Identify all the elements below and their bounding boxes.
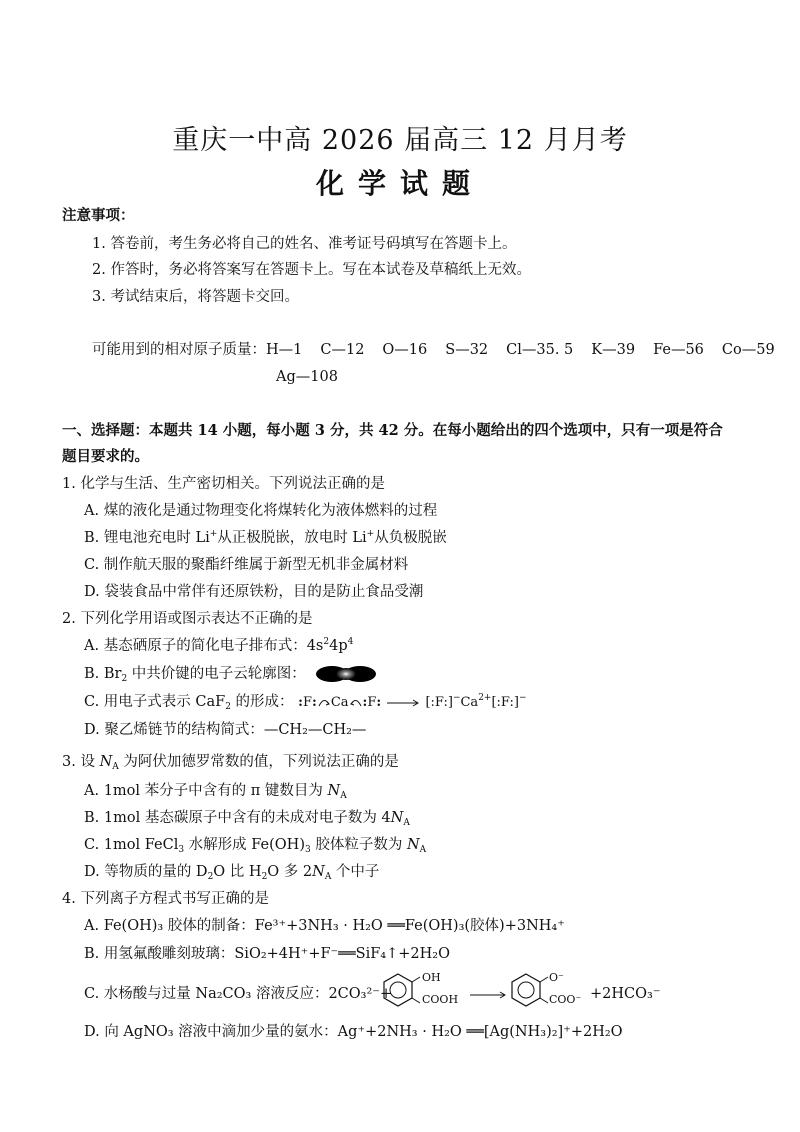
q3-d-text: O 多 2 [267,864,313,880]
mass-item-ag: Ag—108 [276,369,338,385]
q4-stem: 4. 下列离子方程式书写正确的是 [62,891,269,907]
q1-stem: 1. 化学与生活、生产密切相关。下列说法正确的是 [62,476,385,492]
mass-item: Co—59 [721,342,775,358]
q2-option-d: D. 聚乙烯链节的结构简式：—CH₂—CH₂— [84,722,367,738]
carboxyl-group-label: COOH [422,993,459,1006]
fluoride-ion: [:F:] [425,695,453,710]
phenoxide-group-label: O⁻ [549,971,564,984]
q3-d-sub: 2 [261,872,268,882]
q3-d-text: 个中子 [331,864,380,880]
avogadro-sub: A [419,845,427,855]
reaction-arrow-icon [468,990,508,1000]
q3-c-text: C. 1mol FeCl [84,837,179,853]
notice-item-2: 2. 作答时，务必将答案写在答题卡上。写在本试卷及草稿纸上无效。 [92,262,531,278]
notice-heading: 注意事项： [62,207,135,224]
q2-b-sub: 2 [121,674,128,684]
calcium-atom: Ca [330,695,349,710]
fluorine-atom: F [367,695,377,710]
q2-b-text: B. Br [84,666,122,682]
section-heading-line-1: 一、选择题：本题共 14 小题，每小题 3 分，共 42 分。在每小题给出的四个选项中，只有一项是符合 [62,422,723,439]
q3-d-text: O 比 H [213,864,262,880]
atomic-masses [92,340,775,360]
q1-b-text: B. 锂电池充电时 Li [84,530,210,546]
avogadro-symbol: N [312,864,325,880]
q2-a-text: 4p [329,638,348,654]
q2-c-text: C. 用电子式表示 CaF [84,694,226,710]
electron-cloud-orbital-icon [314,664,378,684]
avogadro-symbol: N [406,837,420,853]
q4-option-d: D. 向 AgNO₃ 溶液中滴加少量的氨水：Ag⁺+2NH₃ · H₂O ══[Ag(NH₃)₂]⁺+2H₂O [84,1024,623,1040]
q3-option-c [84,835,426,855]
q2-a-text: A. 基态硒原子的简化电子排布式：4s [84,638,324,654]
q4-option-a: A. Fe(OH)₃ 胶体的制备：Fe³⁺+3NH₃ · H₂O ══Fe(OH)₃(胶体)+3NH₄⁺ [84,918,565,934]
q3-c-text: 胶体粒子数为 [310,837,407,853]
page-subtitle: 化学试题 [315,167,484,200]
q3-d-text: D. 等物质的量的 D [84,864,208,880]
fluoride-ion: [:F:] [491,695,519,710]
q3-c-sub: 3 [178,845,185,855]
q2-b-text: 中共价键的电子云轮廓图： [127,666,306,682]
q4-c-text: C. 水杨酸与过量 Na₂CO₃ 溶液反应：2CO₃²⁻+ [84,986,393,1002]
section-heading-line-2: 题目要求的。 [62,448,149,465]
q2-option-b [84,664,378,684]
q2-a-sup: 4 [347,637,354,647]
mass-item: Fe—56 [653,342,704,358]
q3-d-sub: 2 [207,872,214,882]
mass-item: O—16 [382,342,428,358]
q1-b-text: 从正极脱嵌，放电时 Li [217,530,367,546]
mass-item: C—12 [320,342,365,358]
avogadro-sub: A [403,818,410,828]
atomic-masses-label: 可能用到的相对原子质量： [92,342,266,358]
fluorine-atom: F [302,695,313,710]
q4-option-c [84,984,392,1004]
q3-c-text: 水解形成 Fe(OH) [184,837,305,853]
q2-stem: 2. 下列化学用语或图示表达不正确的是 [62,611,313,627]
avogadro-sub: A [112,762,119,772]
q3-c-sub: 3 [304,845,311,855]
q1-option-d: D. 袋装食品中常伴有还原铁粉，目的是防止食品受潮 [84,584,424,600]
q2-option-c [84,692,526,713]
q3-b-text: B. 1mol 基态碳原子中含有的未成对电子数为 4 [84,810,391,826]
avogadro-symbol: N [390,810,404,826]
q3-stem-text: 3. 设 [62,754,100,770]
q3-stem [62,752,399,772]
q1-option-b: B. 锂电池充电时 Li+从正极脱嵌，放电时 Li+从负极脱嵌 [84,529,447,546]
mass-item: S—32 [445,342,489,358]
avogadro-symbol: N [99,754,113,770]
electron-transfer-arrow-icon [349,696,363,710]
q4-c-products: +2HCO₃⁻ [590,986,661,1002]
hydroxyl-group-label: OH [422,971,441,984]
mass-item: H—1 [266,342,303,358]
q1-option-a: A. 煤的液化是通过物理变化将煤转化为液体燃料的过程 [84,503,438,519]
notice-item-3: 3. 考试结束后，将答题卡交回。 [92,289,299,305]
page-title: 重庆一中高 2026 届高三 12 月月考 [172,125,628,156]
q4-option-b: B. 用氢氟酸雕刻玻璃：SiO₂+4H⁺+F⁻══SiF₄↑+2H₂O [84,946,450,962]
avogadro-sub: A [340,791,347,801]
mass-item: K—39 [591,342,636,358]
electron-transfer-arrow-icon [317,696,331,710]
q3-stem-text: 为阿伏加德罗常数的值，下列说法正确的是 [118,754,399,770]
q3-option-d [84,862,379,882]
electron-dot-formation: :F: Ca :F: $[:F:]^-Ca^{2+}[:F:]^-$ [298,693,527,710]
avogadro-sub: A [324,872,332,882]
calcium-ion: Ca [460,695,479,710]
q2-a-sup: 2 [323,637,330,647]
reaction-arrow-icon [385,698,421,708]
avogadro-symbol: N [327,783,341,799]
q1-option-c: C. 制作航天服的聚酯纤维属于新型无机非金属材料 [84,557,409,573]
q2-option-a [84,636,353,656]
q2-c-sub: 2 [225,702,231,712]
q3-option-a [84,781,347,801]
q2-c-text: 的形成： [230,694,294,710]
notice-item-1: 1. 答卷前，考生务必将自己的姓名、准考证号码填写在答题卡上。 [92,236,517,252]
carboxylate-group-label: COO⁻ [549,993,582,1006]
q1-b-text: 从负极脱嵌 [374,530,447,546]
q3-a-text: A. 1mol 苯分子中含有的 π 键数目为 [84,783,328,799]
q3-option-b [84,808,410,828]
mass-item: Cl—35. 5 [506,342,574,358]
